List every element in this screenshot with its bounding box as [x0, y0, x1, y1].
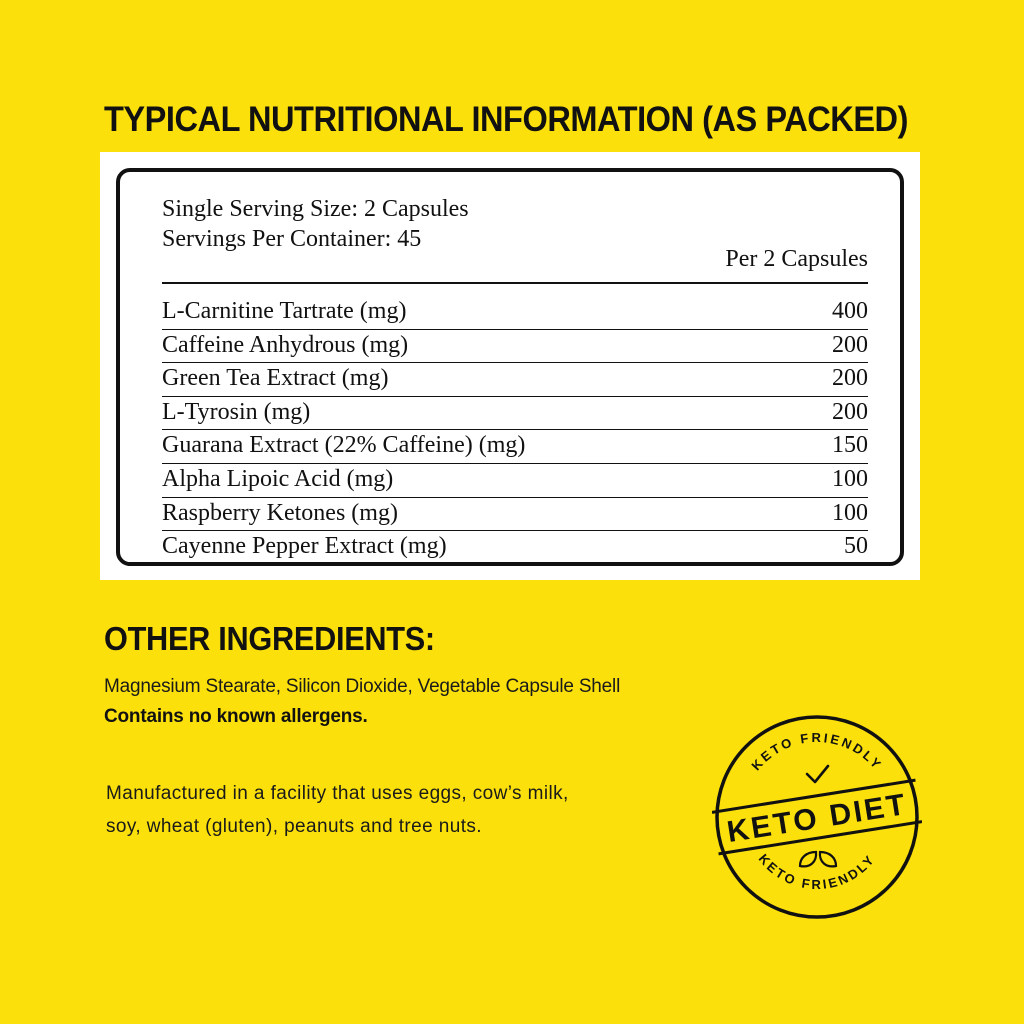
table-row — [162, 430, 868, 464]
nutrient-value: 200 — [832, 365, 868, 392]
table-row — [162, 296, 868, 330]
nutrient-value: 400 — [832, 298, 868, 324]
facility-note: Manufactured in a facility that uses eggs, cow’s milk, soy, wheat (gluten), peanuts and tree nuts. — [106, 783, 569, 837]
serving-info — [162, 194, 469, 254]
nutrient-value: 150 — [832, 432, 868, 459]
nutrient-value: 100 — [832, 499, 868, 526]
allergen-statement: Contains no known allergens. — [104, 706, 368, 727]
page-title: TYPICAL NUTRITIONAL INFORMATION (AS PACKED) — [104, 100, 908, 139]
svg-text:KETO FRIENDLY: KETO FRIENDLY — [755, 851, 879, 893]
nutrient-name: Alpha Lipoic Acid (mg) — [162, 465, 394, 492]
serving-size: Single Serving Size: 2 Capsules — [162, 196, 469, 222]
other-ingredients-list: Magnesium Stearate, Silicon Dioxide, Vegetable Capsule Shell — [104, 676, 621, 697]
keto-diet-badge — [712, 712, 922, 922]
svg-text:KETO DIET: KETO DIET — [724, 787, 910, 850]
table-row — [162, 498, 868, 532]
nutrient-name: L-Tyrosin (mg) — [162, 398, 311, 425]
nutrient-name: L-Carnitine Tartrate (mg) — [162, 298, 407, 324]
other-ingredients-heading: OTHER INGREDIENTS: — [104, 620, 435, 657]
nutrient-value: 200 — [832, 398, 868, 425]
table-row — [162, 397, 868, 431]
nutrition-table — [162, 296, 868, 565]
table-row — [162, 330, 868, 364]
nutrition-panel-border — [116, 168, 904, 566]
table-row — [162, 531, 868, 565]
nutrient-name: Green Tea Extract (mg) — [162, 365, 389, 392]
header-divider — [162, 282, 868, 284]
column-header-per-2-capsules: Per 2 Capsules — [725, 246, 868, 272]
nutrient-value: 100 — [832, 465, 868, 492]
nutrient-value: 50 — [844, 533, 868, 560]
nutrient-name: Raspberry Ketones (mg) — [162, 499, 398, 526]
table-row — [162, 464, 868, 498]
nutrient-name: Cayenne Pepper Extract (mg) — [162, 533, 447, 560]
nutrition-panel — [100, 152, 920, 580]
table-row — [162, 363, 868, 397]
nutrient-name: Caffeine Anhydrous (mg) — [162, 331, 409, 358]
svg-text:KETO FRIENDLY: KETO FRIENDLY — [748, 729, 886, 774]
nutrient-value: 200 — [832, 331, 868, 358]
servings-per-container: Servings Per Container: 45 — [162, 226, 422, 252]
nutrient-name: Guarana Extract (22% Caffeine) (mg) — [162, 432, 526, 459]
